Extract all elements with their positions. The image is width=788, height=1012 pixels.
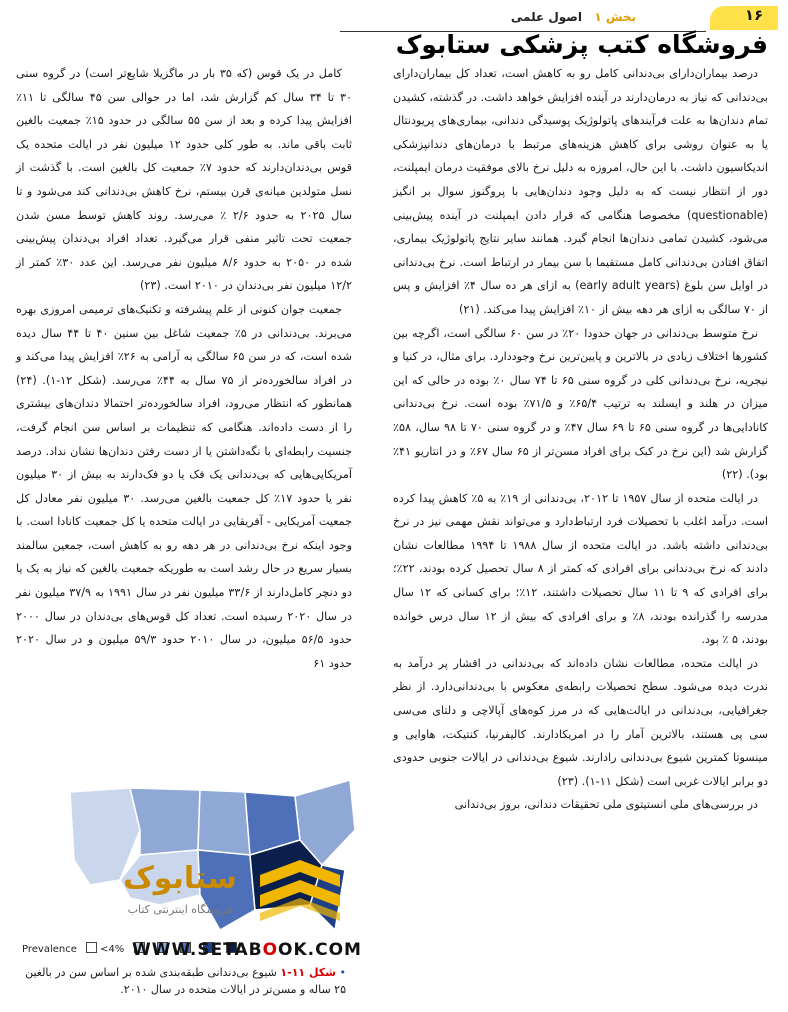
caption-bullet-icon: •	[336, 966, 346, 979]
paragraph: نرخ متوسط بی‌دندانی در جهان حدودا ۲۰٪ در سن ۶۰ سالگی است، اگرچه بین کشورها اختلاف زیادی در بالاترین و پایین‌ترین نرخ وجوددارد. برای مثال، در کنیا و نیجریه، نرخ بی‌دندانی کلی در گروه سنی ۶۵ تا ۷۴ سال ۰٪ بوده در حالی که این میزان در هلند و ایسلند به ترتیب ۶۵/۴٪ و ۷۱/۵٪ بوده است. نرخ بی‌دندانی کانادایی‌ها در گروه سنی ۶۵ تا ۶۹ سال ۴۷٪ و در گروه سنی ۷۰ تا ۹۸ سال، ۵۸٪ گزارش شد (این نرخ در کبک برای افراد مسن‌تر از ۶۵ سال ۶۷٪ و در انتاریو ۴۱٪ بود). (۲۲)	[393, 326, 769, 482]
chapter-title: اصول علمی	[510, 10, 582, 24]
url-part: OK.COM	[278, 940, 362, 960]
setabook-logo	[250, 855, 350, 925]
right-column	[393, 62, 768, 817]
paragraph: کامل در یک قوس (که ۳۵ بار در ماگزیلا شایع‌تر است) در گروه سنی ۳۰ تا ۳۴ سال کم گزارش شد، اما در حوالی سن ۴۵ سالگی تا ۱۱٪ افزایش پیدا کرده و بعد از سن ۵۵ سالگی در حدود ۱۵٪ جمعیت بالغین ثابت باقی ماند. به طور کلی حدود ۱۲ میلیون نفر در ایالت متحده یک قوس بی‌دندان‌دارند که حدود ۷٪ جمعیت کل بالغین است. با گذشت از نسل متولدین میانه‌ی قرن بیستم، نرخ کاهش بی‌دندانی کند می‌شود و تا سال ۲۰۲۵ به حدود ۲/۶ ٪ می‌رسد. روند کاهش توسط مسن شدن جمعیت تحت تاثیر منفی قرار می‌گیرد. تعداد افراد بی‌دندان پیش‌بینی شده در ۲۰۵۰ به حدود ۸/۶ میلیون نفر می‌رسد. این عدد ۳۰٪ کمتر از ۱۲/۲ میلیون نفر بی‌دندان در ۲۰۱۰ است. (۲۳)	[16, 67, 353, 293]
paragraph: درصد بیماران‌دارای بی‌دندانی کامل رو به کاهش است، تعداد کل بیماران‌دارای بی‌دندانی که نیاز به درمان‌دارند در آینده افزایش خواهد داشت. در گذشته، کشیدن تمام دندان‌ها به علت فرآیندهای پاتولوژیک پوسیدگی دندانی، بیماری‌های پریودنتال یا به عنوان روشی برای کاهش هزینه‌های مرتبط با درمان‌های دندانپزشکی اندیکاسیون داشت. با این حال، امروزه به دلیل نرخ بالای موفقیت درمان ایمپلنت، دور از انتظار نیست که به دلیل وجود دندان‌هایی با پروگنوز سوال بر انگیز (questionable) مخصوصا هنگامی که قرار دادن ایمپلنت در آینده پیش‌بینی می‌شود، کشیدن تمامی دندان‌ها انجام گیرد. همانند سایر نتایج پاتولوژیک بیماری، اتفاق افتادن بی‌دندانی کامل مستقیما با سن بیمار در ارتباط است. نرخ بی‌دندانی در اوایل سن بلوغ (early adult years) به ازای هر ده سال ۴٪ افزایش و پس از ۷۰ سالگی به ازای هر دهه بیش از ۱۰٪ افزایش پیدا می‌کند. (۲۱)	[393, 67, 768, 316]
legend-first-label: <4%	[100, 944, 125, 955]
url-part: WWW.SETAB	[132, 940, 263, 960]
caption-text: شیوع بی‌دندانی طبقه‌بندی شده بر اساس سن در بالغین ۲۵ ساله و مسن‌تر در ایالات متحده در سال ۲۰۱۰.	[25, 966, 346, 996]
map-region-mountain	[130, 788, 200, 855]
map-region-plains	[198, 790, 250, 855]
legend-label: Prevalence	[22, 944, 77, 955]
paragraph: در بررسی‌های ملی انستیتوی ملی تحقیقات دندانی، بروز بی‌دندانی	[454, 798, 758, 812]
section-label: بخش ۱	[594, 10, 636, 24]
watermark-tagline: فروشگاه اینترنتی کتاب	[127, 903, 233, 916]
figure-caption	[16, 964, 346, 998]
watermark-brand: ستابوک	[123, 861, 237, 896]
page-number: ۱۶	[744, 6, 764, 24]
figure-id: شکل ۱۱-۱	[280, 966, 336, 979]
legend-swatch	[86, 942, 97, 953]
page-header	[0, 4, 788, 30]
left-column	[16, 62, 352, 675]
store-title-watermark: فروشگاه کتب پزشکی ستابوک	[395, 30, 768, 59]
paragraph: جمعیت جوان کنونی از علم پیشرفته و تکنیک‌های ترمیمی امروزی بهره می‌برند. بی‌دندانی در ۵٪ جمعیت شاغل بین سنین ۴۰ تا ۴۴ سال دیده شده است، که در سن ۶۵ سالگی به آرامی به ۲۶٪ افزایش پیدا می‌کند و در افراد سالخورده‌تر از ۷۵ سال به ۴۴٪ می‌رسد. (شکل ۱۲-۱). (۲۴) همانطور که انتظار می‌رود، افراد سالخورده‌تر احتمالا دندان‌های بیشتری را از دست داده‌اند. هنگامی که تنظیمات بر اساس سن انجام گرفت، جنسیت رابطه‌ای با نگه‌داشتن یا از دست رفتن دندان‌ها نشان نداد. درصد آمریکایی‌هایی که بی‌دندانی یک فک یا دو فک‌دارند به بیش از ۳۰ میلیون نفر یا حدود ۱۷٪ کل جمعیت بالغین می‌رسد. ۳۰ میلیون نفر معادل کل جمعیت آمریکایی - آفریقایی در ایالت متحده یا کل جمعیت کانادا است. با وجود اینکه نرخ بی‌دندانی در هر دهه رو به کاهش است، جمعین سالمند بسیار سریع در حال رشد است به طوریکه جمعیت بالغین که نیاز به یک یا دو دنچر کامل‌دارند از ۳۳/۶ میلیون نفر در سال ۱۹۹۱ به ۳۷/۹ میلیون نفر در سال ۲۰۲۰ رسیده است. تعداد کل قوس‌های بی‌دندان در سال ۲۰۰۰ حدود ۵۶/۵ میلیون، در سال ۲۰۱۰ حدود ۵۹/۳ میلیون و در سال ۲۰۲۰ حدود ۶۱	[16, 302, 353, 670]
url-part: O	[262, 940, 279, 960]
paragraph: در ایالت متحده، مطالعات نشان داده‌اند که بی‌دندانی در اقشار پر درآمد به ندرت دیده می‌شود. سطح تحصیلات رابطه‌ی معکوس با بی‌دندانی‌دارد. از نظر جغرافیایی، بی‌دندانی در ایالت‌هایی که در مرز کوه‌های آپالاچی و دلتای می‌سی سی پی هستند، بالاترین آمار را در امریکادارند. کالیفرنیا، کنتیکت، هاوایی و مینسوتا کمترین شیوع بی‌دندانی رادارند. شیوع بی‌دندانی در ایالات جنوبی حدودی دو برابر ایالات غربی است (شکل ۱۱-۱). (۲۳)	[393, 656, 768, 788]
paragraph: در ایالت متحده از سال ۱۹۵۷ تا ۲۰۱۲، بی‌دندانی از ۱۹٪ به ۵٪ کاهش پیدا کرده است. درآمد اغلب با تحصیلات فرد ارتباط‌دارد و می‌تواند نقش مهمی نیز در نرخ بی‌دندانی داشته باشد. در ایالت متحده از سال ۱۹۸۸ تا ۱۹۹۴ مطالعات نشان دادند که نرخ بی‌دندانی برای افرادی که کمتر از ۸ سال تحصیل کرده بودند، ۲۲٪؛ برای افرادی که ۹ تا ۱۱ سال تحصیلات داشتند، ۱۲٪؛ برای کسانی که ۱۲ سال مدرسه را گذرانده بودند، ۸٪ و برای افرادی که بیش از ۱۲ سال درس خوانده بودند، ۵ ٪ بود.	[393, 491, 769, 647]
watermark-url	[132, 940, 362, 960]
setabook-watermark	[90, 855, 350, 930]
